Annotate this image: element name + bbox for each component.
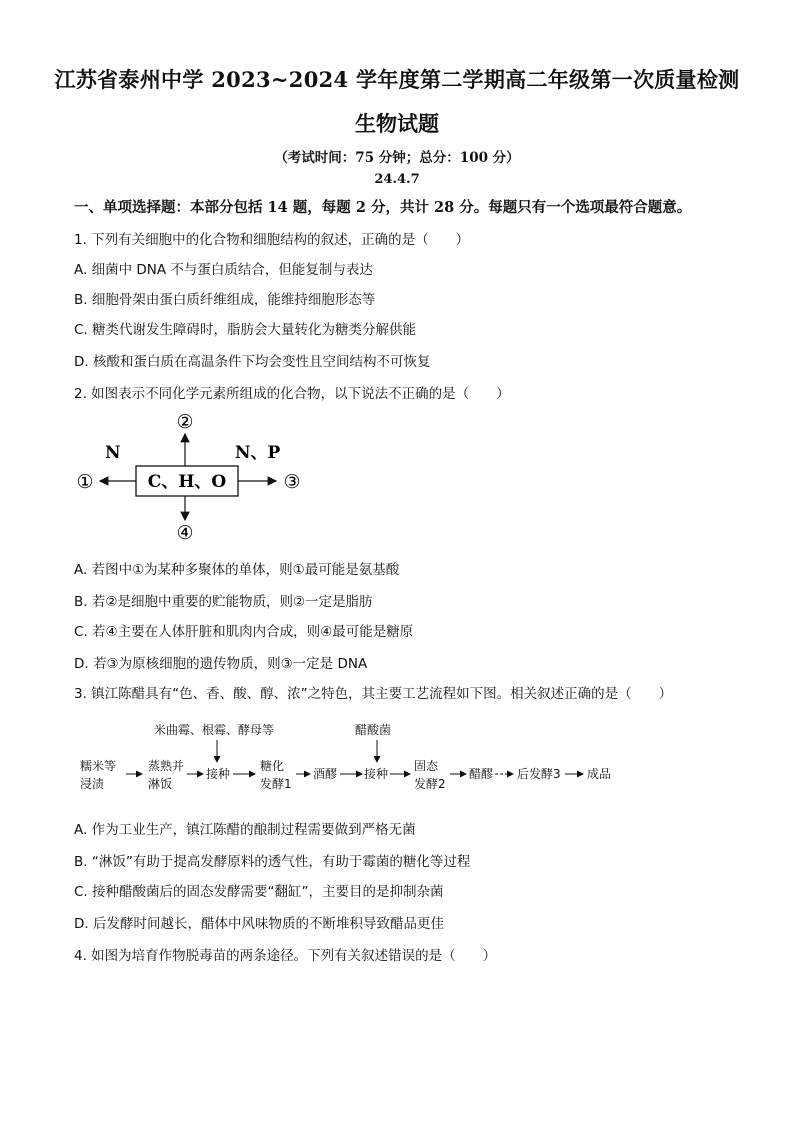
step-saccharify-line1: 糖化 — [260, 759, 285, 773]
q1-option-c: C. 糖类代谢发生障碍时，脂肪会大量转化为糖类分解供能 — [74, 322, 417, 338]
compound-4-label: ④ — [176, 522, 194, 544]
step-product: 成品 — [587, 767, 612, 781]
section-heading: 一、单项选择题：本部分包括 14 题，每题 2 分，共计 28 分。每题只有一个选项最符合题意。 — [74, 199, 692, 216]
compound-3-label: ③ — [283, 471, 301, 493]
step-inoculate-1: 接种 — [206, 767, 231, 781]
center-label: C、H、O — [147, 472, 227, 492]
q2-option-c: C. 若④主要在人体肝脏和肌肉内合成，则④最可能是糖原 — [74, 624, 414, 640]
exam-date: 24.4.7 — [374, 172, 420, 187]
q3-option-b: B. “淋饭”有助于提高发酵原料的透气性，有助于霉菌的糖化等过程 — [74, 854, 471, 870]
q3-option-c: C. 接种醋酸菌后的固态发酵需要“翻缸”，主要目的是抑制杂菌 — [74, 884, 444, 900]
step-solid-ferment-line1: 固态 — [414, 759, 439, 773]
step-steam-line2: 淋饭 — [148, 777, 173, 791]
inoculant-fungi-label: 米曲霉、根霉、酵母等 — [154, 723, 275, 737]
vinegar-process-flowchart — [74, 718, 634, 808]
q3-stem: 3. 镇江陈醋具有“色、香、酸、醇、浓”之特色，其主要工艺流程如下图。相关叙述正确的是（ ） — [74, 686, 673, 702]
step-solid-ferment-line2: 发酵2 — [414, 777, 446, 791]
element-compound-diagram — [70, 408, 330, 548]
q4-stem: 4. 如图为培育作物脱毒苗的两条途径。下列有关叙述错误的是（ ） — [74, 948, 497, 964]
q2-option-b: B. 若②是细胞中重要的贮能物质，则②一定是脂肪 — [74, 594, 373, 610]
q2-option-d: D. 若③为原核细胞的遗传物质，则③一定是 DNA — [74, 656, 368, 672]
q3-option-d: D. 后发酵时间越长，醋体中风味物质的不断堆积导致醋品更佳 — [74, 916, 444, 932]
step-vinegar-mash: 醋醪 — [469, 767, 494, 781]
q2-stem: 2. 如图表示不同化学元素所组成的化合物，以下说法不正确的是（ ） — [74, 386, 510, 402]
q1-option-a: A. 细菌中 DNA 不与蛋白质结合，但能复制与表达 — [74, 262, 373, 278]
q1-option-b: B. 细胞骨架由蛋白质纤维组成，能维持细胞形态等 — [74, 292, 376, 308]
acetic-bacteria-label: 醋酸菌 — [355, 723, 392, 737]
step-post-ferment: 后发酵3 — [517, 767, 561, 781]
step-wine-mash: 酒醪 — [313, 767, 338, 781]
exam-title: 江苏省泰州中学 2023~2024 学年度第二学期高二年级第一次质量检测 — [54, 67, 740, 92]
compound-2-label: ② — [176, 411, 194, 433]
exam-info: （考试时间：75 分钟；总分：100 分） — [274, 150, 520, 166]
subject-title: 生物试题 — [355, 111, 439, 136]
q1-option-d: D. 核酸和蛋白质在高温条件下均会变性且空间结构不可恢复 — [74, 354, 431, 370]
q3-option-a: A. 作为工业生产，镇江陈醋的酿制过程需要做到严格无菌 — [74, 822, 416, 838]
q1-stem: 1. 下列有关细胞中的化合物和细胞结构的叙述，正确的是（ ） — [74, 232, 470, 248]
step-inoculate-2: 接种 — [364, 767, 389, 781]
compound-1-label: ① — [76, 471, 94, 493]
left-element-label: N — [105, 443, 121, 463]
q2-option-a: A. 若图中①为某种多聚体的单体，则①最可能是氨基酸 — [74, 562, 400, 578]
step-steam-line1: 蒸熟并 — [148, 759, 185, 773]
step-saccharify-line2: 发酵1 — [260, 777, 292, 791]
step-soak-line2: 浸渍 — [80, 777, 105, 791]
right-element-label: N、P — [235, 443, 281, 463]
step-soak-line1: 糯米等 — [80, 759, 117, 773]
